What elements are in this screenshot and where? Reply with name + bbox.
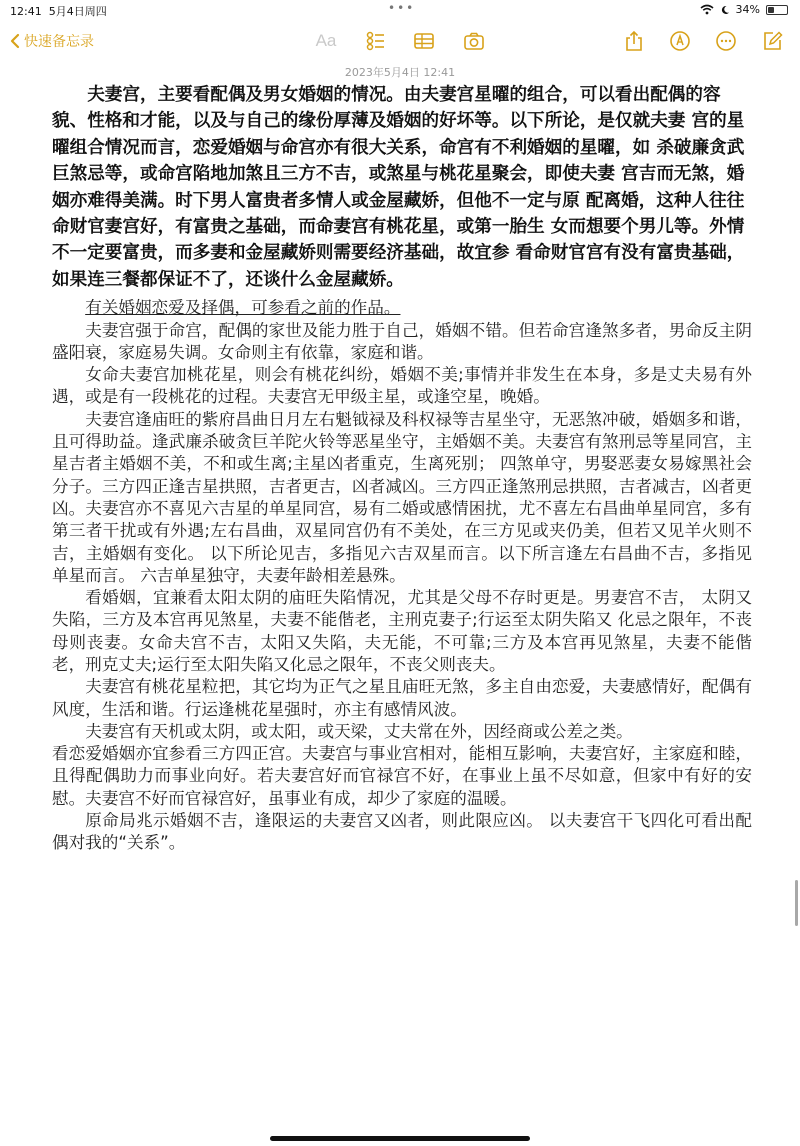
more-icon xyxy=(715,30,737,52)
checklist-button[interactable] xyxy=(364,30,388,52)
table-icon xyxy=(413,30,435,52)
note-bold-paragraph: 夫妻宫，主要看配偶及男女婚姻的情况。由夫妻宫星曜的组合，可以看出配偶的容貌、性格和才能，以及与自己的缘份厚薄及婚姻的好坏等。以下所论，是仅就夫妻 宫的星曜组合情况而言，恋爱婚姻与命宫亦有很大关系，命宫有不利婚姻的星曜，如 杀破廉贪武巨煞忌等，或命宫陷地加煞且三方不吉，或煞星与桃花星聚会，即使夫妻 宫吉而无煞，婚姻亦难得美满。时下男人富贵者多情人或金屋藏娇，但他不一定与原 配离婚，这种人往往命财官妻宫好，有富贵之基础，而命妻宫有桃花星，或第一胎生 女而想要个男儿等。外情不一定要富贵，而多妻和金屋藏娇则需要经济基础，故宜参 看命财官宫有没有富贵基础，如果连三餐都保证不了，还谈什么金屋藏娇。 xyxy=(52,85,745,290)
more-button[interactable] xyxy=(714,30,738,52)
format-button[interactable] xyxy=(314,30,338,52)
status-time xyxy=(10,3,107,19)
table-button[interactable] xyxy=(412,30,436,52)
note-paragraph-plain: 看恋爱婚姻亦宜参看三方四正宫。夫妻宫与事业宫相对，能相互影响，夫妻宫好，主家庭和睦，且得配偶助力而事业向好。若夫妻宫好而官禄宫不好，在事业上虽不尽如意，但家中有好的安慰。夫妻宫不好而官禄宫好，虽事业有成，却少了家庭的温暖。 xyxy=(52,744,752,808)
note-paragraph: 夫妻宫有天机或太阴，或太阳，或天梁，丈夫常在外，因经商或公差之类。 xyxy=(85,721,633,741)
status-bar xyxy=(0,0,800,20)
note-paragraph: 看婚姻，宜兼看太阳太阴的庙旺失陷情况，尤其是父母不存时更是。男妻宫不吉， 太阴又失陷，三方及本宫再见煞星，夫妻不能偕老，主刑克妻子;行运至太阴失陷又 化忌之限年，不丧母则丧妻。女命夫宫不吉，太阳又失陷，夫无能，不可靠;三方及本宫再见煞星，夫妻不能偕老，刑克丈夫;运行至太阳失陷又化忌之限年，不丧父则丧夫。 xyxy=(52,588,752,674)
note-paragraph: 女命夫妻宫加桃花星，则会有桃花纠纷，婚姻不美;事情并非发生在本身，多是丈夫易有外遇，或是有一段桃花的过程。夫妻宫无甲级主星，或逢空星，晚婚。 xyxy=(52,365,752,407)
battery-icon xyxy=(766,5,788,15)
format-label: Aa xyxy=(315,31,337,50)
back-button[interactable] xyxy=(10,31,94,51)
markup-button[interactable] xyxy=(668,30,692,52)
camera-icon xyxy=(463,30,485,52)
multitasking-dots-icon[interactable]: ••• xyxy=(388,1,416,15)
note-link-text[interactable]: 有关婚姻恋爱及择偶，可参看之前的作品。 xyxy=(85,298,401,318)
chevron-left-icon xyxy=(10,33,20,49)
home-indicator[interactable] xyxy=(270,1136,530,1141)
notes-toolbar xyxy=(0,24,800,58)
note-paragraph: 夫妻宫逢庙旺的紫府昌曲日月左右魁钺禄及科权禄等吉星坐守，无恶煞冲破，婚姻多和谐，且可得助益。逢武廉杀破贪巨羊陀火铃等恶星坐守，主婚姻不美。夫妻宫有煞刑忌等星同宫，主星吉者主婚姻不美，不和或生离;主星凶者重克，生离死别； 四煞单守，男娶恶妻女易嫁黑社会分子。三方四正逢吉星拱照，吉者更吉，凶者减凶。三方四正逢煞刑忌拱照，吉者减吉，凶者更凶。夫妻宫亦不喜见六吉星的单星同宫，易有二婚或感情困扰，尤不喜左右昌曲单星同宫，多有第三者干扰或有外遇;左右昌曲，双星同宫仍有不美处，在三方见或夹仍美，但若又见羊火则不吉，主婚姻有变化。 以下所论见吉，多指见六吉双星而言。以下所言逢左右昌曲不吉，多指见单星而言。 六吉单星独守，夫妻年龄相差悬殊。 xyxy=(52,409,752,585)
note-link-line[interactable] xyxy=(52,297,752,319)
share-icon xyxy=(623,30,645,52)
camera-button[interactable] xyxy=(462,30,486,52)
checklist-icon xyxy=(365,30,387,52)
back-button-label: 快速备忘录 xyxy=(24,34,94,50)
compose-icon xyxy=(761,30,783,52)
status-indicators xyxy=(700,3,788,16)
battery-percent: 34% xyxy=(735,3,760,16)
share-button[interactable] xyxy=(622,30,646,52)
note-timestamp: 2023年5月4日 12:41 xyxy=(344,66,456,79)
note-body[interactable] xyxy=(52,82,752,855)
markup-icon xyxy=(669,30,691,52)
status-date: 5月4日周四 xyxy=(48,5,107,18)
compose-button[interactable] xyxy=(760,30,784,52)
note-paragraph: 夫妻宫强于命宫，配偶的家世及能力胜于自己，婚姻不错。但若命宫逢煞多者，男命反主阴盛阳衰，家庭易失调。女命则主有依靠，家庭和谐。 xyxy=(52,320,752,362)
battery-fill xyxy=(768,7,774,13)
moon-icon xyxy=(720,5,730,15)
status-clock: 12:41 xyxy=(10,5,42,18)
wifi-icon xyxy=(700,4,714,15)
note-last-paragraph: 原命局兆示婚姻不吉，逢限运的夫妻宫又凶者，则此限应凶。 以夫妻宫干飞四化可看出配偶对我的“关系”。 xyxy=(52,811,752,853)
scroll-indicator[interactable] xyxy=(795,880,798,926)
note-paragraph: 夫妻宫有桃花星粒把，其它均为正气之星且庙旺无煞，多主自由恋爱，夫妻感情好，配偶有风度，生活和谐。行运逢桃花星强时，亦主有感情风波。 xyxy=(52,677,752,719)
